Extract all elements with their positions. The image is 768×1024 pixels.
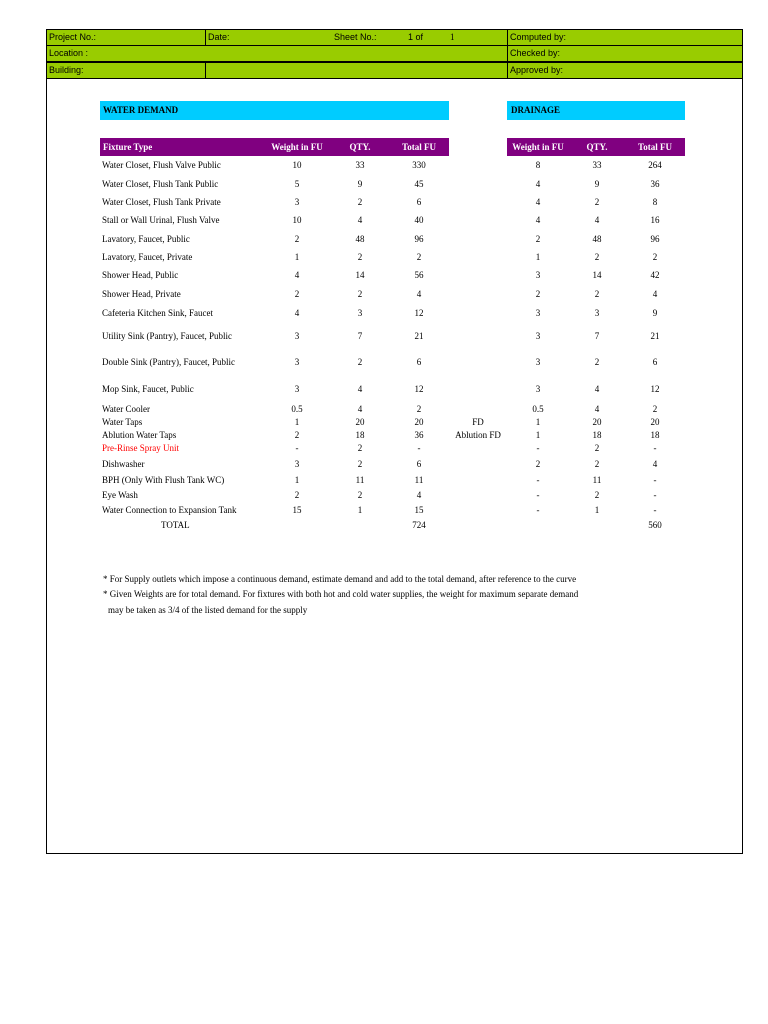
qty-cell: 9 <box>357 179 363 189</box>
weight-fu-cell: 15 <box>292 505 302 515</box>
drainage-qty-cell: 2 <box>594 252 600 262</box>
drainage-qty-cell: 7 <box>594 331 600 341</box>
total-fu-cell: 2 <box>416 252 422 262</box>
location-label: Location : <box>49 48 89 58</box>
fixture-type-cell: Shower Head, Private <box>102 289 181 299</box>
total-fu-cell: 4 <box>416 490 422 500</box>
water-table-header <box>100 138 449 156</box>
table-row <box>0 489 768 501</box>
water-demand-title: WATER DEMAND <box>100 101 449 120</box>
total-fu-cell: 6 <box>416 357 422 367</box>
total-fu-cell: 330 <box>412 160 426 170</box>
table-row <box>0 159 768 171</box>
total-water-value: 724 <box>412 520 426 530</box>
drainage-qty-cell: 14 <box>592 270 602 280</box>
qty-cell: 2 <box>357 459 363 469</box>
building-label: Building: <box>49 65 84 75</box>
qty-cell: 2 <box>357 252 363 262</box>
drainage-qty-cell: 4 <box>594 215 600 225</box>
drainage-total-cell: 42 <box>650 270 660 280</box>
drainage-weight-cell: 1 <box>535 430 541 440</box>
total-fu-cell: 56 <box>414 270 424 280</box>
total-fu-cell: 12 <box>414 308 424 318</box>
drainage-qty-cell: 20 <box>592 417 602 427</box>
table-row <box>0 214 768 226</box>
drainage-weight-cell: 4 <box>535 197 541 207</box>
drainage-total-cell: - <box>653 475 657 485</box>
drainage-total-cell: - <box>653 505 657 515</box>
drainage-weight-cell: 4 <box>535 179 541 189</box>
weight-fu-cell: 1 <box>294 417 300 427</box>
weight-fu-cell: 2 <box>294 234 300 244</box>
weight-fu-cell: 1 <box>294 252 300 262</box>
total-fu-cell: 4 <box>416 289 422 299</box>
table-row <box>0 458 768 470</box>
fixture-type-cell: Mop Sink, Faucet, Public <box>102 384 194 394</box>
weight-fu-cell: 2 <box>294 289 300 299</box>
drainage-qty-cell: 2 <box>594 289 600 299</box>
table-row <box>0 383 768 395</box>
drainage-qty-cell: 4 <box>594 384 600 394</box>
qty-cell: 1 <box>357 505 363 515</box>
total-fu-cell: 20 <box>414 417 424 427</box>
fixture-type-cell: Water Connection to Expansion Tank <box>102 505 237 515</box>
fixture-type-cell: Ablution Water Taps <box>102 430 177 440</box>
table-row <box>0 251 768 263</box>
qty-cell: 20 <box>355 417 365 427</box>
drainage-label-cell: Ablution FD <box>455 430 501 440</box>
drainage-qty-cell: 2 <box>594 357 600 367</box>
table-row <box>0 196 768 208</box>
fixture-type-cell: Shower Head, Public <box>102 270 179 280</box>
total-fu-cell: 12 <box>414 384 424 394</box>
drainage-qty-cell: 11 <box>592 475 602 485</box>
total-row <box>0 519 768 531</box>
qty-cell: 2 <box>357 197 363 207</box>
qty-cell: 33 <box>355 160 365 170</box>
total-fu-cell: 15 <box>414 505 424 515</box>
note-line-3: may be taken as 3/4 of the listed demand for the supply <box>108 605 308 615</box>
note-line-1: * For Supply outlets which impose a continuous demand, estimate demand and add to the total demand, after reference to the curve <box>103 574 577 584</box>
drainage-weight-cell: - <box>536 443 540 453</box>
drainage-weight-cell: 1 <box>535 417 541 427</box>
table-row <box>0 403 768 415</box>
total-label: TOTAL <box>161 520 190 530</box>
checked-by-field[interactable] <box>507 45 743 62</box>
weight-fu-cell: 4 <box>294 308 300 318</box>
table-row <box>0 178 768 190</box>
fixture-type-cell: Double Sink (Pantry), Faucet, Public <box>102 357 235 367</box>
drainage-weight-cell: 3 <box>535 308 541 318</box>
total-fu-cell: 6 <box>416 197 422 207</box>
weight-fu-cell: 2 <box>294 430 300 440</box>
drainage-weight-cell: - <box>536 490 540 500</box>
qty-cell: 2 <box>357 490 363 500</box>
drainage-total-cell: - <box>653 443 657 453</box>
qty-cell: 7 <box>357 331 363 341</box>
qty-cell: 2 <box>357 443 363 453</box>
fixture-type-cell: Stall or Wall Urinal, Flush Valve <box>102 215 220 225</box>
location-field[interactable] <box>46 45 508 62</box>
qty-cell: 48 <box>355 234 365 244</box>
drainage-qty-cell: 4 <box>594 404 600 414</box>
weight-fu-cell: 3 <box>294 384 300 394</box>
table-row <box>0 442 768 454</box>
drainage-qty-cell: 2 <box>594 490 600 500</box>
drainage-qty-cell: 18 <box>592 430 602 440</box>
drainage-label-cell: FD <box>472 417 484 427</box>
col-drainage-qty: QTY. <box>586 142 608 152</box>
weight-fu-cell: 10 <box>292 160 302 170</box>
fixture-type-cell: BPH (Only With Flush Tank WC) <box>102 475 225 485</box>
qty-cell: 4 <box>357 404 363 414</box>
drainage-total-cell: 4 <box>652 289 658 299</box>
drainage-weight-cell: 2 <box>535 459 541 469</box>
drainage-weight-cell: 3 <box>535 270 541 280</box>
qty-cell: 2 <box>357 357 363 367</box>
drainage-weight-cell: - <box>536 475 540 485</box>
fixture-type-cell: Water Closet, Flush Tank Private <box>102 197 221 207</box>
drainage-qty-cell: 2 <box>594 459 600 469</box>
col-weight-fu: Weight in FU <box>271 142 323 152</box>
drainage-weight-cell: 4 <box>535 215 541 225</box>
total-fu-cell: 45 <box>414 179 424 189</box>
drainage-qty-cell: 1 <box>594 505 600 515</box>
drainage-table-header <box>507 138 685 156</box>
drainage-weight-cell: 0.5 <box>532 404 544 414</box>
computed-by-label: Computed by: <box>510 32 567 42</box>
fixture-type-cell: Lavatory, Faucet, Public <box>102 234 190 244</box>
header-row-2 <box>46 45 743 62</box>
total-fu-cell: 2 <box>416 404 422 414</box>
drainage-total-cell: 16 <box>650 215 660 225</box>
drainage-total-cell: - <box>653 490 657 500</box>
fixture-type-cell: Cafeteria Kitchen Sink, Faucet <box>102 308 213 318</box>
sheet-of-label: 1 of <box>408 32 424 42</box>
fixture-type-cell: Water Closet, Flush Valve Public <box>102 160 221 170</box>
drainage-total-cell: 4 <box>652 459 658 469</box>
fixture-type-cell: Lavatory, Faucet, Private <box>102 252 193 262</box>
drainage-total-cell: 21 <box>650 331 660 341</box>
col-fixture-type: Fixture Type <box>103 142 153 152</box>
weight-fu-cell: 10 <box>292 215 302 225</box>
table-row <box>0 356 768 368</box>
weight-fu-cell: 3 <box>294 197 300 207</box>
note-line-2: * Given Weights are for total demand. For fixtures with both hot and cold water supplies, the weight for maximum separate demand <box>103 589 579 599</box>
computed-by-field[interactable] <box>507 29 743 46</box>
drainage-weight-cell: 3 <box>535 357 541 367</box>
project-no-label: Project No.: <box>49 32 97 42</box>
drainage-qty-cell: 33 <box>592 160 602 170</box>
drainage-weight-cell: 2 <box>535 289 541 299</box>
sheet-no-label: Sheet No.: <box>334 32 377 42</box>
drainage-total-cell: 20 <box>650 417 660 427</box>
weight-fu-cell: 3 <box>294 459 300 469</box>
total-fu-cell: 40 <box>414 215 424 225</box>
qty-cell: 18 <box>355 430 365 440</box>
weight-fu-cell: 2 <box>294 490 300 500</box>
table-row <box>0 429 768 441</box>
building-value-field[interactable] <box>205 62 508 79</box>
approved-by-field[interactable] <box>507 62 743 79</box>
table-row <box>0 288 768 300</box>
fixture-type-cell: Eye Wash <box>102 490 138 500</box>
building-field[interactable] <box>46 62 206 79</box>
weight-fu-cell: - <box>295 443 299 453</box>
drainage-total-cell: 18 <box>650 430 660 440</box>
drainage-total-cell: 2 <box>652 252 658 262</box>
qty-cell: 4 <box>357 384 363 394</box>
col-total-fu: Total FU <box>402 142 436 152</box>
table-row <box>0 504 768 516</box>
col-drainage-weight-fu: Weight in FU <box>512 142 564 152</box>
drainage-total-cell: 9 <box>652 308 658 318</box>
total-drainage-value: 560 <box>648 520 662 530</box>
drainage-weight-cell: - <box>536 505 540 515</box>
fixture-type-cell: Pre-Rinse Spray Unit <box>102 443 179 453</box>
col-drainage-total-fu: Total FU <box>638 142 672 152</box>
drainage-total-cell: 6 <box>652 357 658 367</box>
drainage-total-cell: 12 <box>650 384 660 394</box>
weight-fu-cell: 1 <box>294 475 300 485</box>
drainage-weight-cell: 3 <box>535 331 541 341</box>
drainage-qty-cell: 2 <box>594 197 600 207</box>
qty-cell: 14 <box>355 270 365 280</box>
date-label: Date: <box>208 32 230 42</box>
drainage-total-cell: 96 <box>650 234 660 244</box>
date-sheet-field[interactable] <box>205 29 508 46</box>
weight-fu-cell: 3 <box>294 331 300 341</box>
drainage-qty-cell: 2 <box>594 443 600 453</box>
sheet-total-value: 1 <box>450 32 455 42</box>
fixture-type-cell: Utility Sink (Pantry), Faucet, Public <box>102 331 232 341</box>
drainage-weight-cell: 2 <box>535 234 541 244</box>
drainage-total-cell: 264 <box>648 160 662 170</box>
approved-by-label: Approved by: <box>510 65 564 75</box>
project-no-field[interactable] <box>46 29 206 46</box>
weight-fu-cell: 0.5 <box>291 404 303 414</box>
table-row <box>0 474 768 486</box>
weight-fu-cell: 3 <box>294 357 300 367</box>
drainage-qty-cell: 48 <box>592 234 602 244</box>
table-row <box>0 416 768 428</box>
drainage-title: DRAINAGE <box>507 101 685 120</box>
fixture-type-cell: Water Taps <box>102 417 143 427</box>
total-fu-cell: 21 <box>414 331 424 341</box>
weight-fu-cell: 5 <box>294 179 300 189</box>
total-fu-cell: 6 <box>416 459 422 469</box>
total-fu-cell: 36 <box>414 430 424 440</box>
total-fu-cell: - <box>417 443 421 453</box>
table-row <box>0 233 768 245</box>
qty-cell: 4 <box>357 215 363 225</box>
checked-by-label: Checked by: <box>510 48 561 58</box>
drainage-weight-cell: 3 <box>535 384 541 394</box>
qty-cell: 2 <box>357 289 363 299</box>
total-fu-cell: 11 <box>414 475 424 485</box>
drainage-qty-cell: 3 <box>594 308 600 318</box>
qty-cell: 11 <box>355 475 365 485</box>
fixture-type-cell: Dishwasher <box>102 459 145 469</box>
table-row <box>0 330 768 342</box>
weight-fu-cell: 4 <box>294 270 300 280</box>
header-row-3 <box>46 62 743 79</box>
header-row-1 <box>46 29 743 46</box>
col-qty: QTY. <box>349 142 371 152</box>
fixture-type-cell: Water Closet, Flush Tank Public <box>102 179 219 189</box>
fixture-type-cell: Water Cooler <box>102 404 151 414</box>
drainage-total-cell: 36 <box>650 179 660 189</box>
qty-cell: 3 <box>357 308 363 318</box>
drainage-total-cell: 8 <box>652 197 658 207</box>
table-row <box>0 269 768 281</box>
drainage-weight-cell: 1 <box>535 252 541 262</box>
drainage-total-cell: 2 <box>652 404 658 414</box>
drainage-weight-cell: 8 <box>535 160 541 170</box>
drainage-qty-cell: 9 <box>594 179 600 189</box>
table-row <box>0 307 768 319</box>
total-fu-cell: 96 <box>414 234 424 244</box>
